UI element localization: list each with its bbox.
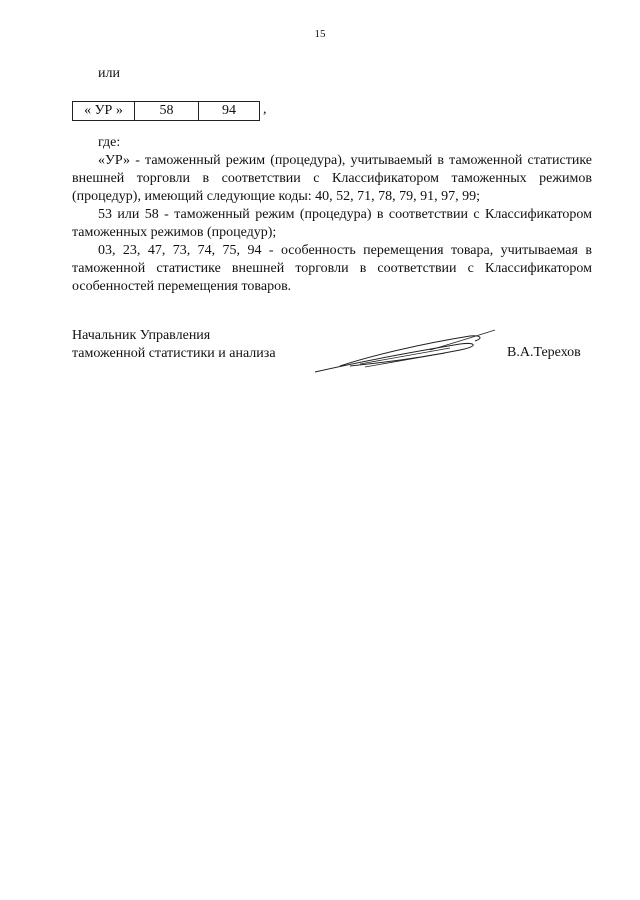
signature-name: В.А.Терехов — [507, 345, 581, 360]
code-cell-regime: 58 — [135, 102, 199, 121]
body-text — [72, 134, 592, 296]
paragraph-feature: 03, 23, 47, 73, 74, 75, 94 - особенность перемещения товара, учитываемая в таможенной статистике внешней торговли в соответствии с Классификатором особенностей перемещения товаров. — [72, 243, 592, 294]
paragraph-procedure: «УР» - таможенный режим (процедура), учитываемый в таможенной статистике внешней торговли в соответствии с Классификатором таможенных режимов (процедур), имеющий следующие коды: 40, 52, 71, 78, 79, 91, 97, 99; — [72, 153, 592, 204]
paragraph-regime: 53 или 58 - таможенный режим (процедура) в соответствии с Классификатором таможенных режимов (процедур); — [72, 207, 592, 240]
code-table — [72, 101, 260, 121]
signature-title-line1: Начальник Управления — [72, 328, 211, 343]
page-number: 15 — [314, 28, 326, 40]
trailing-comma: , — [263, 102, 267, 117]
code-cell-feature: 94 — [199, 102, 260, 121]
code-cell-procedure: « УР » — [73, 102, 135, 121]
where-word: где: — [98, 135, 121, 150]
signature-title — [72, 327, 276, 363]
handwritten-signature — [310, 320, 500, 380]
signature-title-line2: таможенной статистики и анализа — [72, 346, 276, 361]
code-table-row — [73, 102, 260, 121]
or-word: или — [98, 66, 120, 81]
